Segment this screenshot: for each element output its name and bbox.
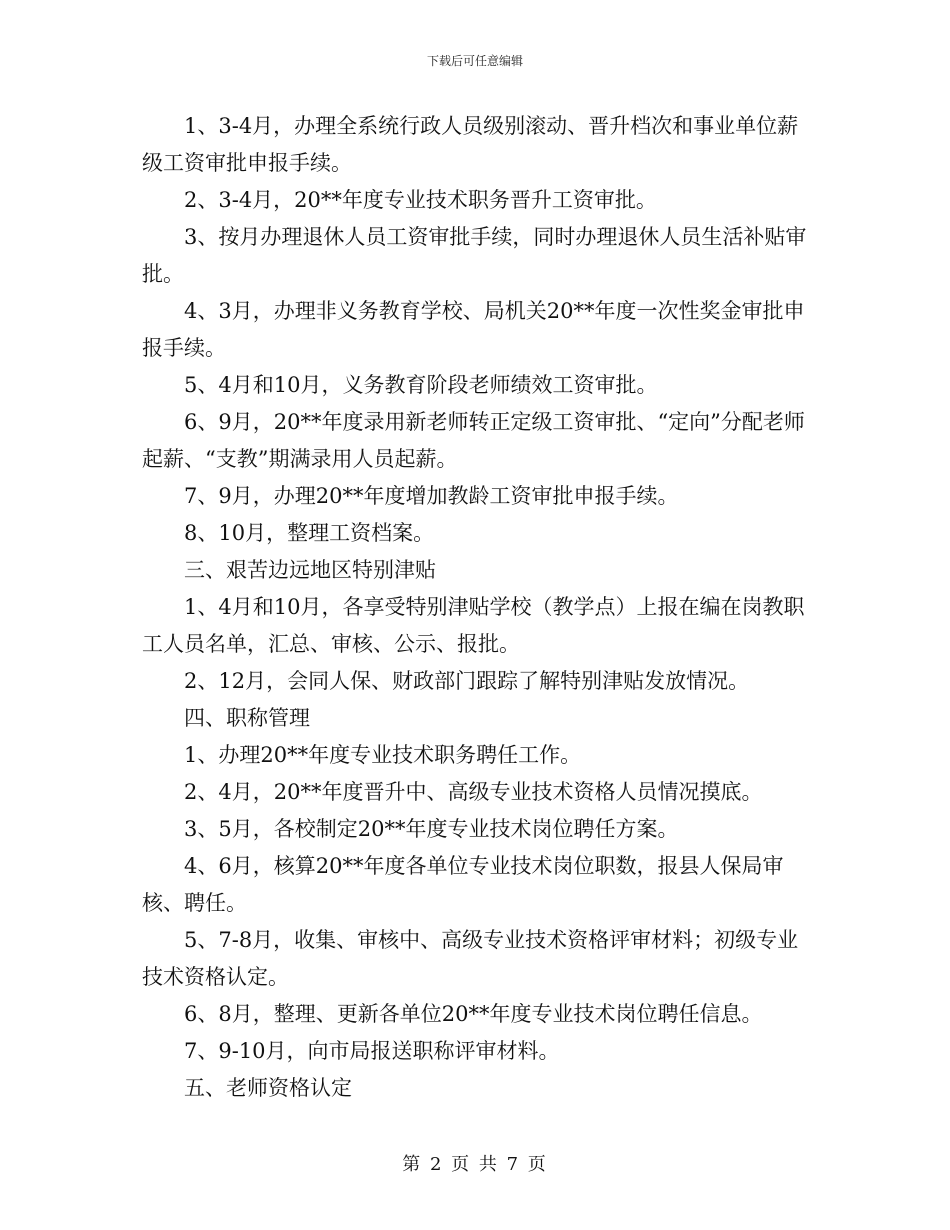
paragraph: 5、4月和10月，义务教育阶段老师绩效工资审批。	[184, 373, 658, 397]
section-heading: 三、艰苦边远地区特别津贴	[184, 558, 436, 582]
section-heading: 四、职称管理	[184, 706, 310, 730]
paragraph: 2、12月，会同人保、财政部门跟踪了解特别津贴发放情况。	[184, 669, 750, 693]
page-header: 下载后可任意编辑	[426, 54, 523, 68]
paragraph: 6、8月，整理、更新各单位20**年度专业技术岗位聘任信息。	[184, 1002, 763, 1026]
document-body	[142, 108, 812, 1107]
section-heading: 五、老师资格认定	[184, 1076, 352, 1100]
paragraph: 1、3-4月，办理全系统行政人员级别滚动、晋升档次和事业单位薪级工资审批申报手续。	[142, 114, 799, 175]
paragraph: 8、10月，整理工资档案。	[184, 521, 435, 545]
paragraph: 2、3-4月，20**年度专业技术职务晋升工资审批。	[184, 188, 657, 212]
paragraph: 1、4月和10月，各享受特别津贴学校（教学点）上报在编在岗教职工人员名单，汇总、审核、公示、报批。	[142, 595, 805, 656]
paragraph: 5、7-8月，收集、审核中、高级专业技术资格评审材料；初级专业技术资格认定。	[142, 928, 799, 989]
paragraph: 4、6月，核算20**年度各单位专业技术岗位职数，报县人保局审核、聘任。	[142, 854, 784, 915]
paragraph: 7、9月，办理20**年度增加教龄工资审批申报手续。	[184, 484, 679, 508]
paragraph: 7、9-10月，向市局报送职称评审材料。	[184, 1039, 560, 1063]
paragraph: 4、3月，办理非义务教育学校、局机关20**年度一次性奖金审批申报手续。	[142, 299, 805, 360]
paragraph: 6、9月，20**年度录用新老师转正定级工资审批、“定向”分配老师起薪、“支教”期满录用人员起薪。	[142, 410, 805, 471]
paragraph: 2、4月，20**年度晋升中、高级专业技术资格人员情况摸底。	[184, 780, 763, 804]
paragraph: 3、5月，各校制定20**年度专业技术岗位聘任方案。	[184, 817, 679, 841]
paragraph: 3、按月办理退休人员工资审批手续，同时办理退休人员生活补贴审批。	[142, 225, 807, 286]
page-footer: 第 2 页 共 7 页	[402, 1154, 548, 1175]
paragraph: 1、办理20**年度专业技术职务聘任工作。	[184, 743, 582, 767]
